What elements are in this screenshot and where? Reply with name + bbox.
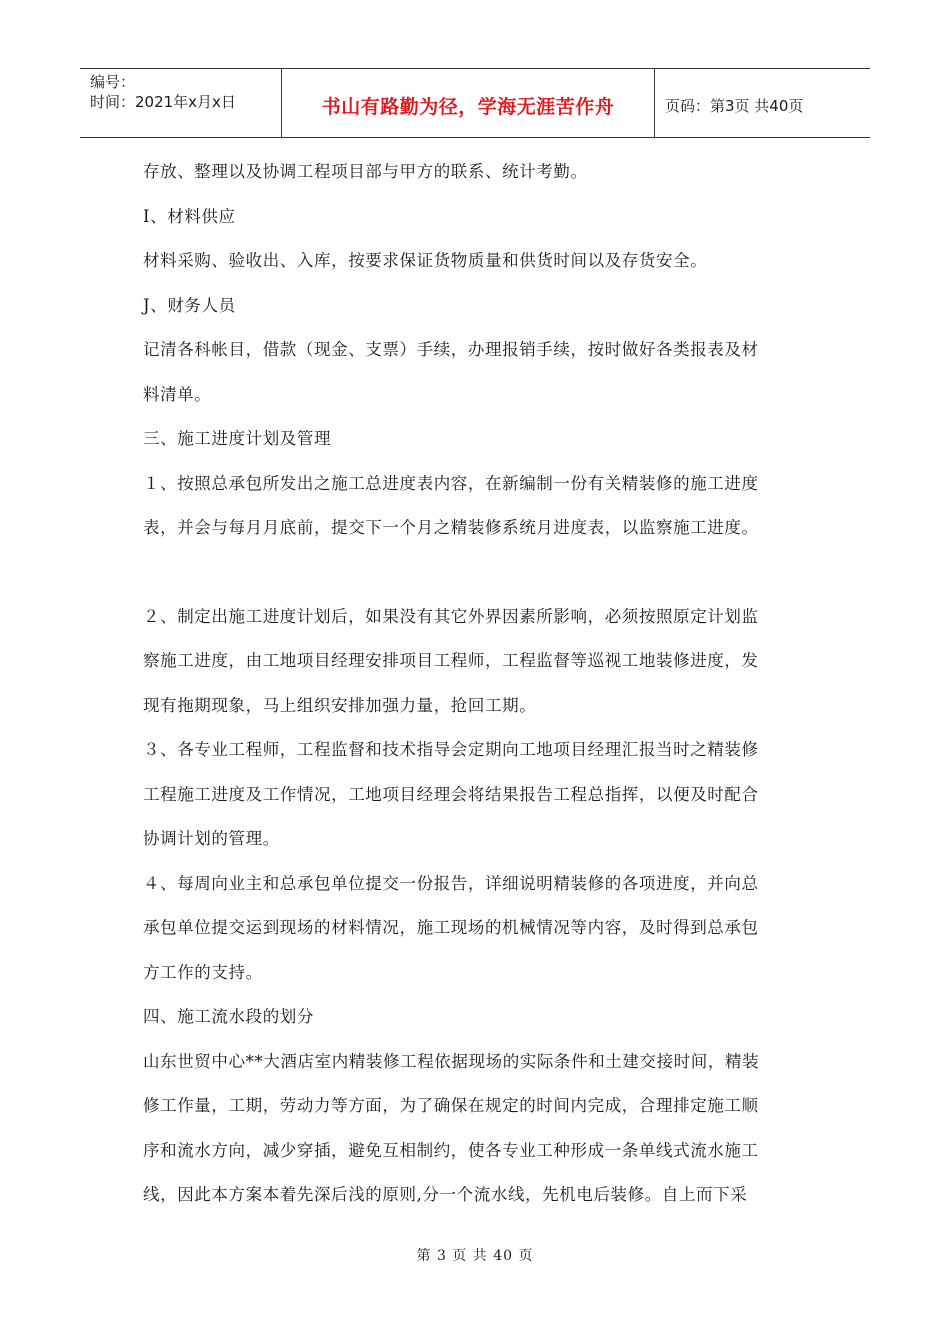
document-number-label: 编号： xyxy=(90,73,136,91)
header-meta-cell xyxy=(80,69,282,137)
page-footer: 第 3 页 共 40 页 xyxy=(416,1248,534,1264)
section-heading: 三、施工进度计划及管理 xyxy=(143,429,332,448)
section-heading: J、财务人员 xyxy=(143,295,236,315)
body-line: 料清单。 xyxy=(143,384,212,404)
section-heading: 四、施工流水段的划分 xyxy=(143,1007,314,1026)
body-line: 山东世贸中心**大酒店室内精装修工程依据现场的实际条件和土建交接时间，精装 xyxy=(143,1051,760,1071)
body-line: ３、各专业工程师，工程监督和技术指导会定期向工地项目经理汇报当时之精装修 xyxy=(143,740,759,759)
body-line: 存放、整理以及协调工程项目部与甲方的联系、统计考勤。 xyxy=(143,162,588,181)
body-line: ２、制定出施工进度计划后，如果没有其它外界因素所影响，必须按照原定计划监 xyxy=(143,606,759,626)
header-page-info: 页码：第3页 共40页 xyxy=(665,96,804,115)
document-header xyxy=(80,68,870,138)
body-line: 承包单位提交运到现场的材料情况，施工现场的机械情况等内容，及时得到总承包 xyxy=(143,918,759,937)
body-line: 材料采购、验收出、入库，按要求保证货物质量和供货时间以及存货安全。 xyxy=(143,251,708,270)
body-line: 序和流水方向，减少穿插，避免互相制约，使各专业工种形成一条单线式流水施工 xyxy=(143,1140,759,1160)
header-motto-cell xyxy=(282,69,655,137)
body-line: 现有拖期现象，马上组织安排加强力量，抢回工期。 xyxy=(143,695,537,715)
blank-line xyxy=(143,551,808,595)
body-line: 修工作量，工期，劳动力等方面，为了确保在规定的时间内完成，合理排定施工顺 xyxy=(143,1096,759,1115)
body-line: 表，并会与每月月底前，提交下一个月之精装修系统月进度表，以监察施工进度。 xyxy=(143,518,759,537)
body-line: １、按照总承包所发出之施工总进度表内容，在新编制一份有关精装修的施工进度 xyxy=(143,473,759,493)
section-heading: I、材料供应 xyxy=(143,206,236,226)
body-line: 工程施工进度及工作情况，工地项目经理会将结果报告工程总指挥，以便及时配合 xyxy=(143,784,759,804)
body-line: 记清各科帐目，借款（现金、支票）手续，办理报销手续，按时做好各类报表及材 xyxy=(143,340,759,359)
body-line: 方工作的支持。 xyxy=(143,962,263,982)
body-line: 协调计划的管理。 xyxy=(143,829,280,848)
header-page-cell xyxy=(655,69,870,137)
body-line: 察施工进度，由工地项目经理安排项目工程师，工程监督等巡视工地装修进度，发 xyxy=(143,651,759,670)
document-body xyxy=(143,150,808,1218)
header-motto: 书山有路勤为径，学海无涯苦作舟 xyxy=(321,95,615,118)
document-date: 时间：2021年x月x日 xyxy=(90,93,236,111)
body-line: ４、每周向业主和总承包单位提交一份报告，详细说明精装修的各项进度，并向总 xyxy=(143,873,759,893)
body-line: 线，因此本方案本着先深后浅的原则,分一个流水线，先机电后装修。自上而下采 xyxy=(143,1185,748,1204)
